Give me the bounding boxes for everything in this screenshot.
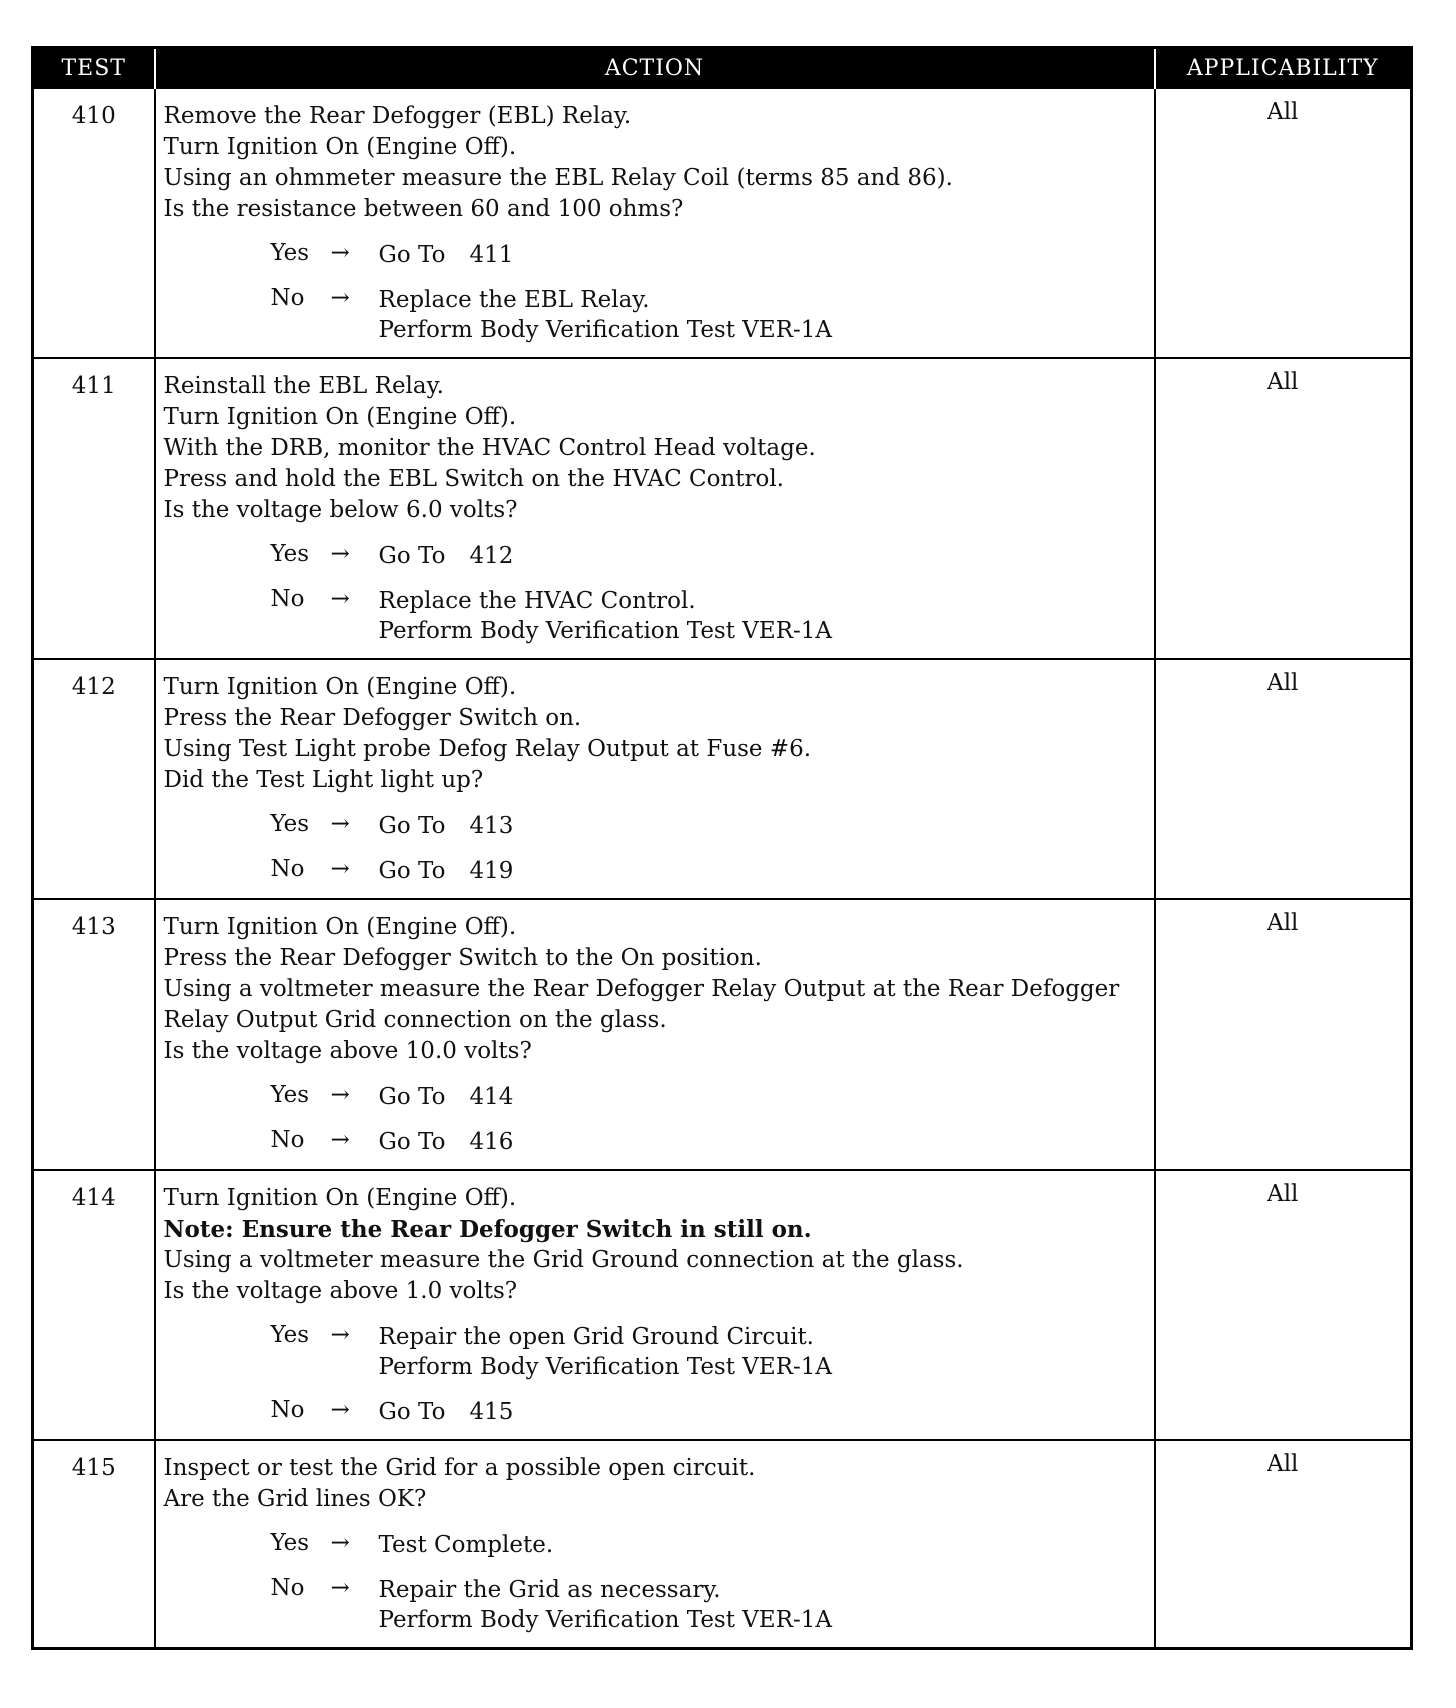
no-label: No — [270, 1127, 305, 1153]
right-arrow-icon: → — [330, 1322, 350, 1348]
result-line: Repair the Grid as necessary. — [378, 1577, 721, 1603]
action-step: Inspect or test the Grid for a possible open circuit. — [163, 1455, 756, 1481]
goto-label: Go To — [378, 858, 446, 884]
action-step: Press and hold the EBL Switch on the HVAC Control. — [163, 466, 784, 492]
action-step: Using a voltmeter measure the Rear Defogger Relay Output at the Rear Defogger — [163, 976, 1120, 1002]
action-cell — [155, 1440, 1155, 1649]
no-branch — [271, 1575, 1148, 1635]
yes-branch — [271, 1322, 1148, 1382]
no-branch — [271, 1397, 1148, 1427]
test-number: 414 — [33, 1170, 155, 1440]
right-arrow-icon: → — [330, 541, 350, 567]
no-label: No — [270, 586, 305, 612]
goto-label: Go To — [378, 1129, 446, 1155]
right-arrow-icon: → — [330, 1082, 350, 1108]
table-row — [33, 1170, 1412, 1440]
goto-test-number: 419 — [469, 858, 514, 884]
applicability-value: All — [1155, 659, 1412, 899]
action-step: Turn Ignition On (Engine Off). — [163, 1185, 517, 1211]
yes-result — [379, 1082, 1148, 1112]
header-applicability: APPLICABILITY — [1155, 48, 1412, 89]
applicability-value: All — [1155, 1440, 1412, 1649]
action-step: Is the voltage below 6.0 volts? — [163, 497, 518, 523]
goto-test-number: 413 — [469, 813, 514, 839]
yes-result — [379, 541, 1148, 571]
yes-result — [379, 240, 1148, 270]
action-step: Remove the Rear Defogger (EBL) Relay. — [163, 103, 632, 129]
action-cell — [155, 899, 1155, 1170]
no-branch — [271, 586, 1148, 646]
yes-label: Yes — [270, 541, 310, 567]
no-result — [379, 856, 1148, 886]
goto-label: Go To — [378, 242, 446, 268]
goto-label: Go To — [378, 813, 446, 839]
goto-label: Go To — [378, 543, 446, 569]
yes-label: Yes — [270, 240, 310, 266]
table-row — [33, 358, 1412, 659]
action-step: Is the voltage above 1.0 volts? — [163, 1278, 518, 1304]
yes-label: Yes — [270, 1530, 310, 1556]
action-step: Are the Grid lines OK? — [163, 1486, 427, 1512]
action-step: Is the voltage above 10.0 volts? — [163, 1038, 532, 1064]
yes-result — [379, 1530, 1148, 1560]
goto-label: Go To — [378, 1084, 446, 1110]
result-line: Perform Body Verification Test VER-1A — [378, 1354, 833, 1380]
yes-label: Yes — [270, 1322, 310, 1348]
no-result — [379, 1575, 1148, 1635]
result-line: Perform Body Verification Test VER-1A — [378, 317, 833, 343]
yes-label: Yes — [270, 811, 310, 837]
right-arrow-icon: → — [330, 1397, 350, 1423]
action-cell — [155, 358, 1155, 659]
action-step: With the DRB, monitor the HVAC Control Head voltage. — [163, 435, 816, 461]
action-step: Turn Ignition On (Engine Off). — [163, 914, 517, 940]
no-result — [379, 1397, 1148, 1427]
applicability-value: All — [1155, 358, 1412, 659]
yes-branch — [271, 811, 1148, 841]
goto-label: Go To — [378, 1399, 446, 1425]
action-step: Using an ohmmeter measure the EBL Relay Coil (terms 85 and 86). — [163, 165, 953, 191]
right-arrow-icon: → — [330, 586, 350, 612]
right-arrow-icon: → — [330, 240, 350, 266]
no-result — [379, 586, 1148, 646]
result-line: Perform Body Verification Test VER-1A — [378, 1607, 833, 1633]
goto-test-number: 415 — [469, 1399, 514, 1425]
result-line: Test Complete. — [378, 1532, 554, 1558]
action-step: Turn Ignition On (Engine Off). — [163, 134, 517, 160]
action-step: Press the Rear Defogger Switch on. — [163, 705, 582, 731]
action-step: Relay Output Grid connection on the glass. — [163, 1007, 667, 1033]
goto-test-number: 412 — [469, 543, 514, 569]
action-step: Turn Ignition On (Engine Off). — [163, 404, 517, 430]
right-arrow-icon: → — [330, 811, 350, 837]
table-header — [33, 48, 1412, 89]
action-step: Reinstall the EBL Relay. — [163, 373, 444, 399]
table-row — [33, 88, 1412, 358]
goto-test-number: 411 — [469, 242, 514, 268]
header-action: ACTION — [155, 48, 1155, 89]
no-label: No — [270, 1397, 305, 1423]
action-step: Press the Rear Defogger Switch to the On position. — [163, 945, 762, 971]
action-step: Using a voltmeter measure the Grid Ground connection at the glass. — [163, 1247, 964, 1273]
no-branch — [271, 856, 1148, 886]
result-line: Repair the open Grid Ground Circuit. — [378, 1324, 814, 1350]
action-step: Turn Ignition On (Engine Off). — [163, 674, 517, 700]
applicability-value: All — [1155, 1170, 1412, 1440]
no-result — [379, 1127, 1148, 1157]
no-branch — [271, 1127, 1148, 1157]
test-number: 411 — [33, 358, 155, 659]
right-arrow-icon: → — [330, 1575, 350, 1601]
yes-branch — [271, 541, 1148, 571]
applicability-value: All — [1155, 88, 1412, 358]
yes-result — [379, 1322, 1148, 1382]
goto-test-number: 416 — [469, 1129, 514, 1155]
table-row — [33, 899, 1412, 1170]
test-number: 415 — [33, 1440, 155, 1649]
action-cell — [155, 659, 1155, 899]
yes-result — [379, 811, 1148, 841]
table-body — [33, 88, 1412, 1649]
yes-label: Yes — [270, 1082, 310, 1108]
test-number: 412 — [33, 659, 155, 899]
no-branch — [271, 285, 1148, 345]
table-row — [33, 659, 1412, 899]
action-step: Using Test Light probe Defog Relay Output at Fuse #6. — [163, 736, 812, 762]
result-line: Replace the EBL Relay. — [378, 287, 650, 313]
action-cell — [155, 88, 1155, 358]
header-test: TEST — [33, 48, 155, 89]
test-number: 410 — [33, 88, 155, 358]
test-number: 413 — [33, 899, 155, 1170]
right-arrow-icon: → — [330, 285, 350, 311]
right-arrow-icon: → — [330, 1127, 350, 1153]
goto-test-number: 414 — [469, 1084, 514, 1110]
yes-branch — [271, 1082, 1148, 1112]
action-cell — [155, 1170, 1155, 1440]
diagnostic-test-table — [31, 46, 1413, 1650]
no-label: No — [270, 285, 305, 311]
result-line: Replace the HVAC Control. — [378, 588, 696, 614]
action-step: Is the resistance between 60 and 100 ohms? — [163, 196, 684, 222]
no-result — [379, 285, 1148, 345]
no-label: No — [270, 1575, 305, 1601]
no-label: No — [270, 856, 305, 882]
applicability-value: All — [1155, 899, 1412, 1170]
yes-branch — [271, 240, 1148, 270]
action-step: Note: Ensure the Rear Defogger Switch in still on. — [163, 1216, 812, 1243]
right-arrow-icon: → — [330, 1530, 350, 1556]
right-arrow-icon: → — [330, 856, 350, 882]
result-line: Perform Body Verification Test VER-1A — [378, 618, 833, 644]
action-step: Did the Test Light light up? — [163, 767, 484, 793]
yes-branch — [271, 1530, 1148, 1560]
table-row — [33, 1440, 1412, 1649]
